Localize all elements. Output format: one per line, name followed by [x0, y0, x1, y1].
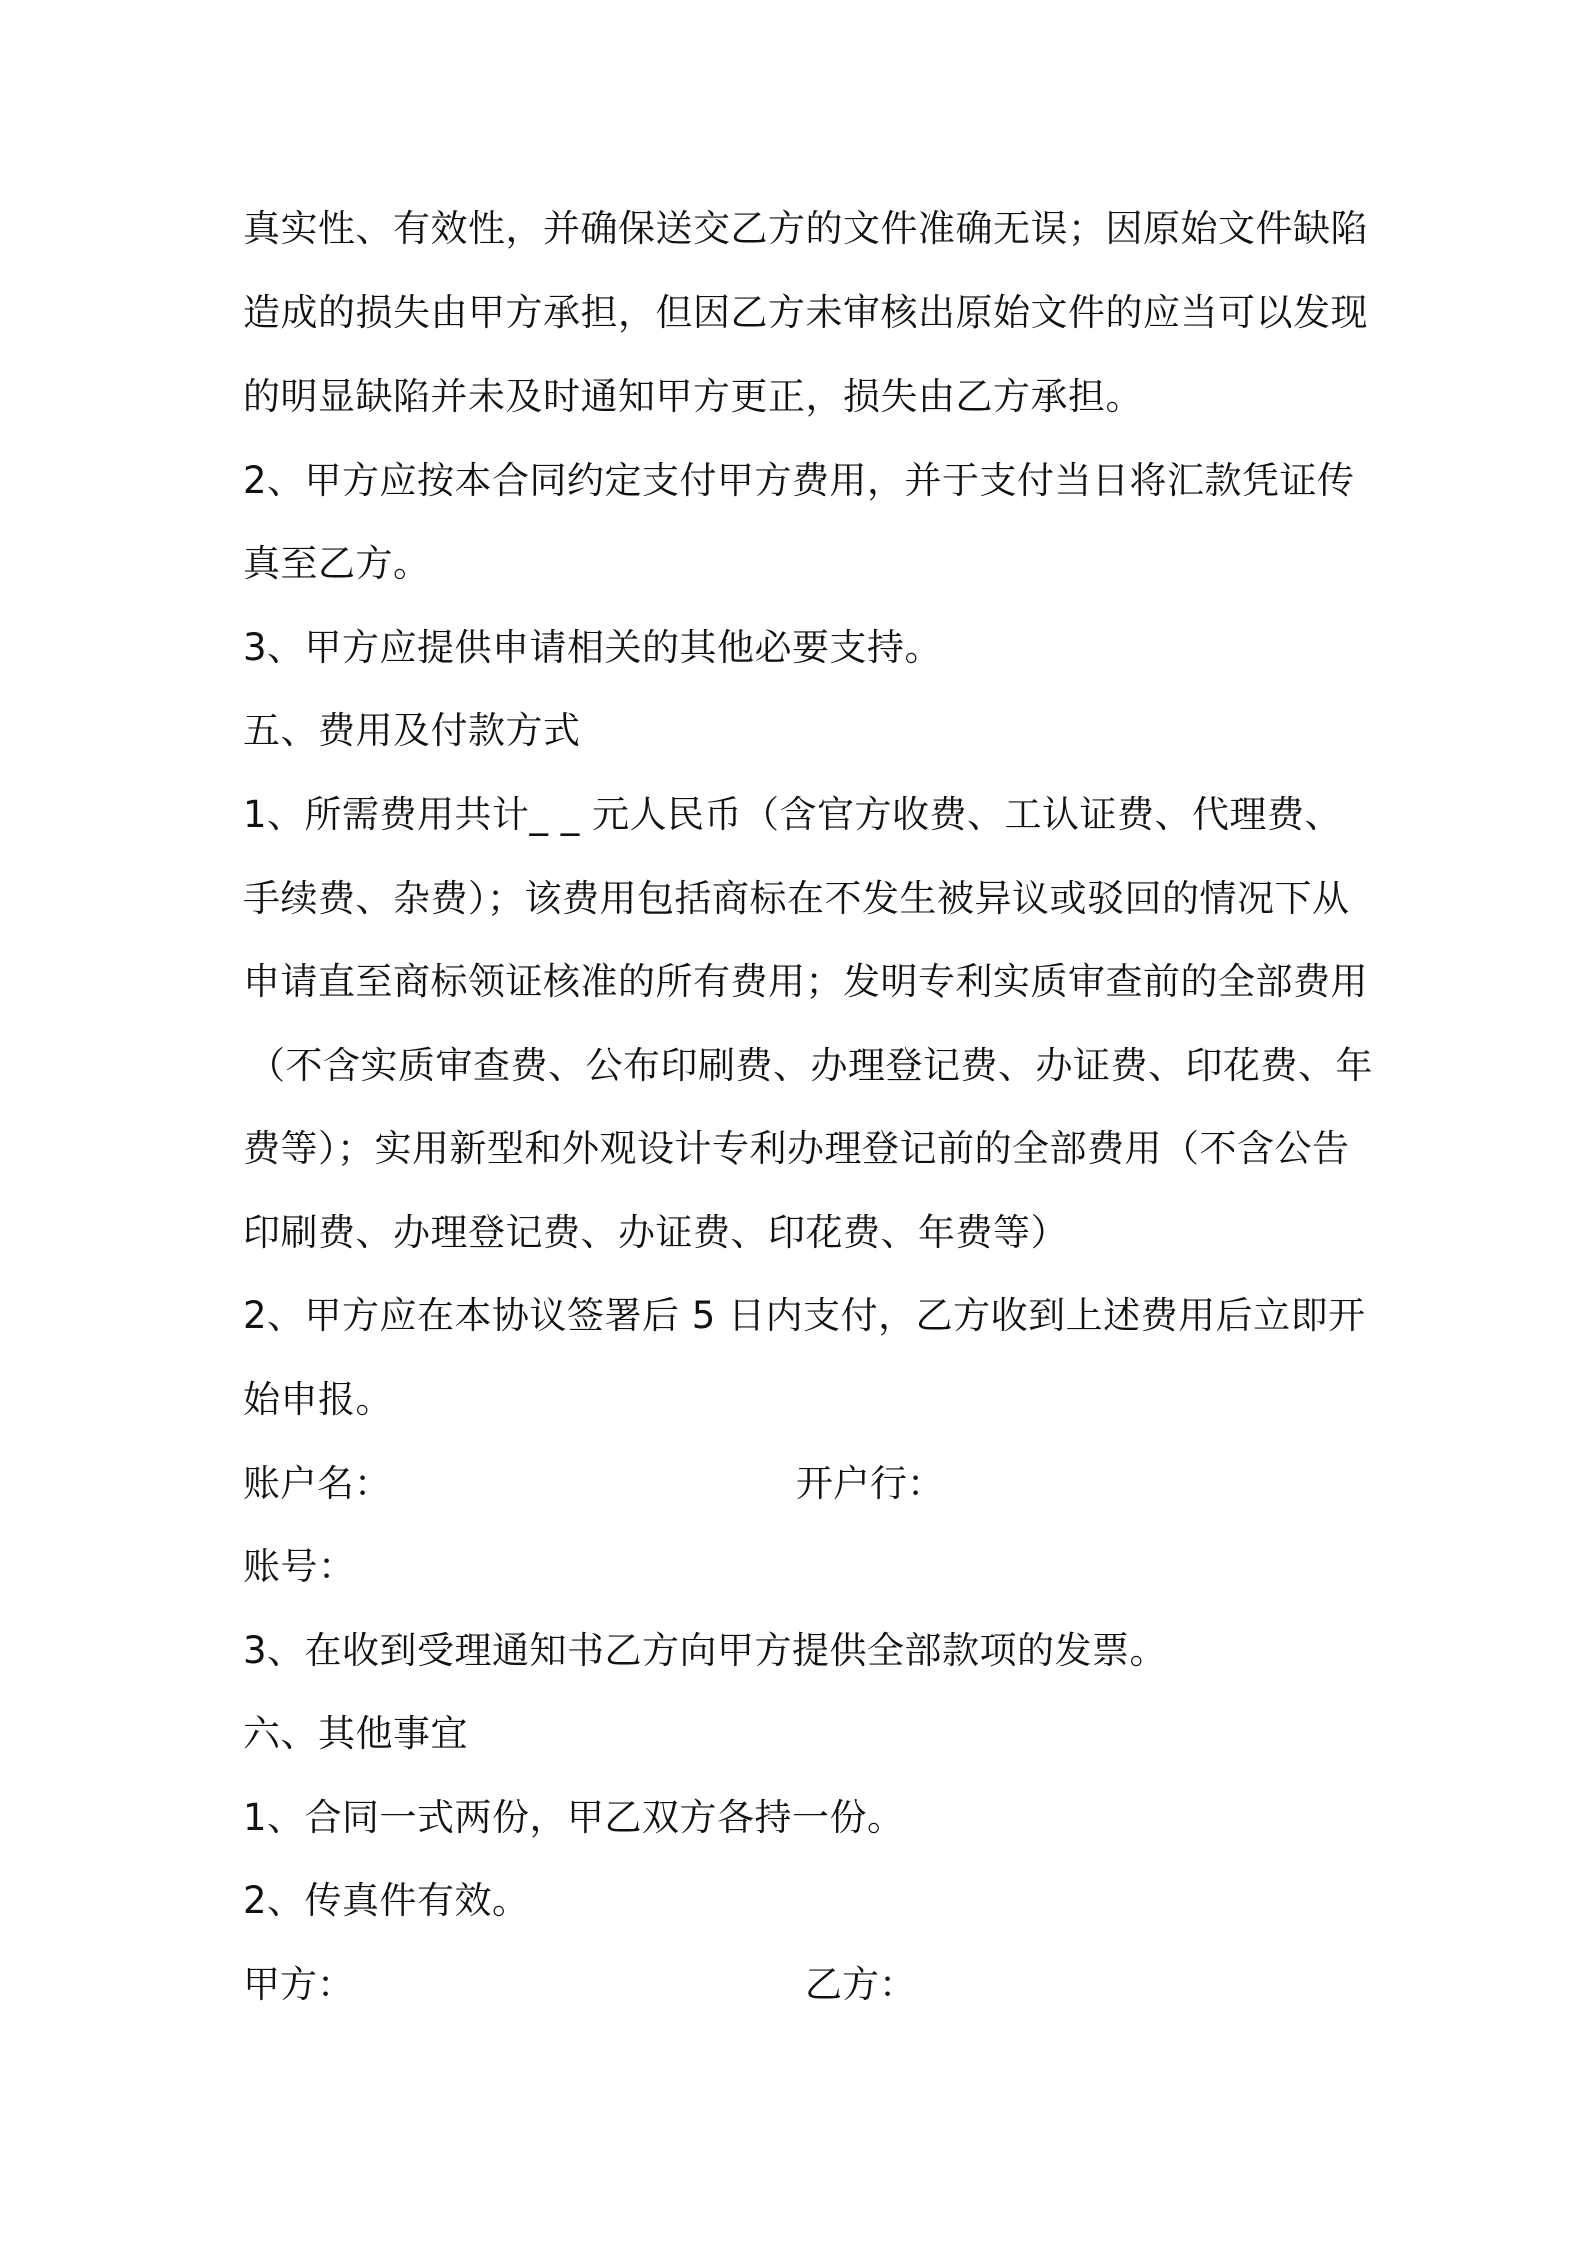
- section-heading: 六、其他事宜: [243, 1712, 468, 1755]
- paragraph-line: 真实性、有效性，并确保送交乙方的文件准确无误；因原始文件缺陷: [243, 207, 1368, 250]
- paragraph-line: 费等）；实用新型和外观设计专利办理登记前的全部费用（不含公告: [243, 1127, 1350, 1170]
- paragraph-line: 真至乙方。: [243, 542, 431, 585]
- account-name-label: 账户名：: [243, 1462, 391, 1505]
- paragraph-line: 始申报。: [243, 1378, 393, 1421]
- paragraph-line: 1、所需费用共计_ _ 元人民币（含官方收费、工认证费、代理费、: [243, 793, 1343, 836]
- paragraph-line: 3、甲方应提供申请相关的其他必要支持。: [243, 626, 943, 669]
- paragraph-line: 2、传真件有效。: [243, 1879, 530, 1922]
- paragraph-line: 造成的损失由甲方承担，但因乙方未审核出原始文件的应当可以发现: [243, 291, 1368, 334]
- paragraph-line: 印刷费、办理登记费、办证费、印花费、年费等）: [243, 1211, 1068, 1254]
- paragraph-line: 1、合同一式两份，甲乙双方各持一份。: [243, 1796, 905, 1839]
- account-row: [243, 1459, 1363, 1509]
- signature-row: [243, 1960, 1363, 2010]
- bank-label: 开户行：: [796, 1462, 944, 1505]
- paragraph-line: 2、甲方应按本合同约定支付甲方费用，并于支付当日将汇款凭证传: [243, 459, 1355, 502]
- paragraph-line: （不含实质审查费、公布印刷费、办理登记费、办证费、印花费、年: [248, 1044, 1373, 1087]
- paragraph-line: 3、在收到受理通知书乙方向甲方提供全部款项的发票。: [243, 1629, 1168, 1672]
- section-heading: 五、费用及付款方式: [243, 709, 581, 752]
- account-number-label: 账号：: [243, 1545, 356, 1588]
- paragraph-line: 2、甲方应在本协议签署后 5 日内支付，乙方收到上述费用后立即开: [243, 1294, 1366, 1337]
- paragraph-line: 申请直至商标领证核准的所有费用；发明专利实质审查前的全部费用: [243, 960, 1368, 1003]
- paragraph-line: 的明显缺陷并未及时通知甲方更正，损失由乙方承担。: [243, 375, 1143, 418]
- party-b-label: 乙方：: [805, 1963, 916, 2006]
- party-a-label: 甲方：: [243, 1963, 354, 2006]
- paragraph-line: 手续费、杂费）；该费用包括商标在不发生被异议或驳回的情况下从: [243, 877, 1350, 920]
